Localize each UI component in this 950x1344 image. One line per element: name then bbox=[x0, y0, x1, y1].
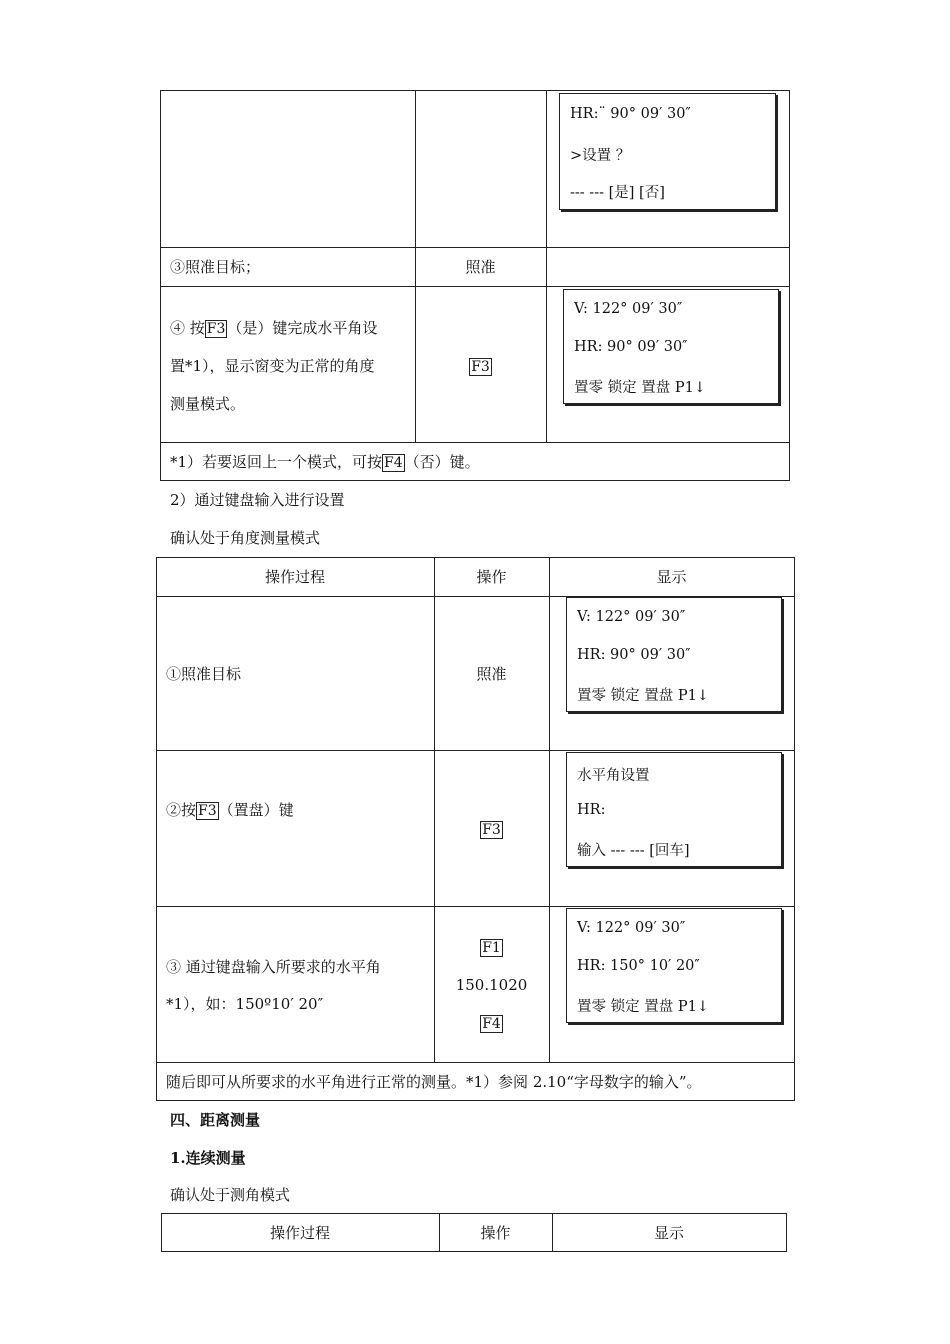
f3-key: F3 bbox=[482, 822, 501, 838]
step-text: *1），如：150º10′ 20″ bbox=[166, 995, 324, 1013]
step-text: ①照准目标 bbox=[166, 665, 242, 683]
footnote-part: *1）若要返回上一个模式，可按 bbox=[170, 453, 383, 471]
column-header: 操作过程 bbox=[269, 1224, 330, 1242]
section-intro: 确认处于角度测量模式 bbox=[170, 529, 321, 547]
operation-cell bbox=[434, 819, 549, 839]
lcd-line: V: 122° 09′ 30″ bbox=[577, 609, 686, 625]
step-text bbox=[166, 800, 294, 820]
lcd-display bbox=[559, 93, 776, 210]
operation-text: 照准 bbox=[476, 665, 507, 683]
lcd-line: HR: bbox=[577, 802, 606, 818]
step-text: ③照准目标； bbox=[170, 258, 261, 276]
step-text-part: ②按 bbox=[166, 801, 197, 819]
lcd-line: HR:¨ 90° 09′ 30″ bbox=[570, 106, 691, 122]
f3-key: F3 bbox=[206, 321, 226, 337]
lcd-line: 置零 锁定 置盘 P1↓ bbox=[577, 688, 709, 704]
step-text: 置*1），显示窗变为正常的角度 bbox=[170, 357, 375, 375]
lcd-line: 输入 --- --- [回车] bbox=[577, 843, 690, 859]
operation-text: 照准 bbox=[465, 258, 496, 276]
operation-cell bbox=[415, 356, 546, 376]
lcd-line: V: 122° 09′ 30″ bbox=[574, 301, 683, 317]
f4-key: F4 bbox=[384, 455, 403, 471]
lcd-line: >设置 ？ bbox=[570, 148, 631, 164]
f3-key: F3 bbox=[198, 803, 217, 819]
f3-key: F3 bbox=[471, 359, 490, 375]
lcd-display bbox=[566, 752, 782, 867]
subsection-heading: 1.连续测量 bbox=[170, 1149, 246, 1167]
operation-cell bbox=[434, 937, 549, 957]
lcd-display bbox=[563, 289, 779, 404]
section-title: 2）通过键盘输入进行设置 bbox=[170, 491, 345, 509]
column-header: 操作 bbox=[476, 568, 507, 586]
lcd-line: 置零 锁定 置盘 P1↓ bbox=[574, 380, 706, 396]
column-header: 显示 bbox=[653, 1224, 684, 1242]
lcd-line: --- --- [是] [否] bbox=[570, 185, 665, 201]
step-text: 测量模式。 bbox=[170, 395, 246, 413]
lcd-line: V: 122° 09′ 30″ bbox=[577, 920, 686, 936]
section-intro: 确认处于测角模式 bbox=[170, 1186, 291, 1204]
step-text: ③ 通过键盘输入所要求的水平角 bbox=[166, 958, 381, 976]
column-header: 操作 bbox=[480, 1224, 511, 1242]
section-heading: 四、距离测量 bbox=[170, 1111, 261, 1129]
step-text-part: （置盘）键 bbox=[218, 801, 294, 819]
footnote: 随后即可从所要求的水平角进行正常的测量。*1）参阅 2.10“字母数字的输入”。 bbox=[166, 1073, 702, 1091]
step-text-part: （是）键完成水平角设 bbox=[227, 319, 378, 337]
lcd-line: HR: 150° 10′ 20″ bbox=[577, 958, 700, 974]
footnote bbox=[170, 452, 480, 472]
lcd-display bbox=[566, 908, 782, 1023]
step-text bbox=[170, 318, 377, 338]
lcd-line: 水平角设置 bbox=[577, 768, 650, 784]
footnote-part: （否）键。 bbox=[404, 453, 480, 471]
f1-key: F1 bbox=[482, 940, 501, 956]
lcd-line: HR: 90° 09′ 30″ bbox=[577, 647, 691, 663]
column-header: 显示 bbox=[656, 568, 687, 586]
operation-value: 150.1020 bbox=[455, 976, 528, 994]
step-text-part: ④ 按 bbox=[170, 319, 205, 337]
lcd-display bbox=[566, 597, 782, 712]
f4-key: F4 bbox=[482, 1016, 501, 1032]
operation-cell bbox=[434, 1013, 549, 1033]
lcd-line: HR: 90° 09′ 30″ bbox=[574, 339, 688, 355]
lcd-line: 置零 锁定 置盘 P1↓ bbox=[577, 999, 709, 1015]
column-header: 操作过程 bbox=[264, 568, 325, 586]
